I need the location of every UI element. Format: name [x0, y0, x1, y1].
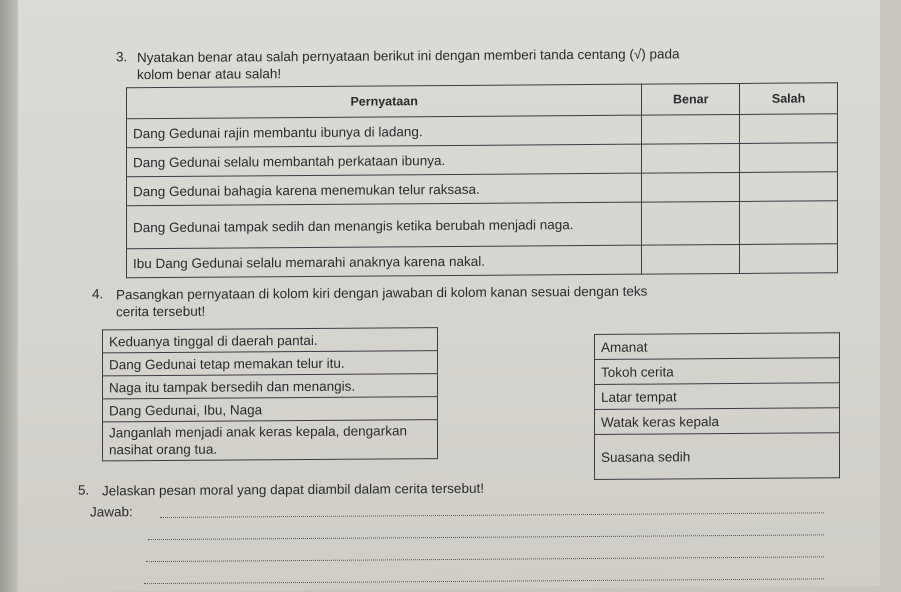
q3-number: 3. — [116, 49, 128, 65]
q4-instruction-line2: cerita tersebut! — [116, 303, 206, 320]
header-benar: Benar — [642, 83, 740, 115]
salah-checkbox-cell[interactable] — [740, 201, 838, 245]
q4-number: 4. — [92, 286, 104, 302]
q5-question: Jelaskan pesan moral yang dapat diambil dalam cerita tersebut! — [102, 480, 484, 499]
answer-label: Jawab: — [90, 504, 133, 520]
statement-cell: Dang Gedunai selalu membantah perkataan ibunya. — [127, 144, 642, 177]
right-answer[interactable]: Watak keras kepala — [595, 408, 840, 435]
right-answer[interactable]: Latar tempat — [595, 383, 840, 410]
left-statement[interactable]: Naga itu tampak bersedih dan menangis. — [103, 374, 438, 399]
salah-checkbox-cell[interactable] — [740, 244, 838, 274]
header-pernyataan: Pernyataan — [127, 84, 642, 119]
header-salah: Salah — [740, 83, 838, 115]
statement-cell: Dang Gedunai bahagia karena menemukan telur raksasa. — [127, 173, 642, 206]
matching-left-column — [102, 327, 438, 461]
matching-right-column — [594, 332, 840, 480]
salah-checkbox-cell[interactable] — [740, 143, 838, 173]
page-edge — [0, 0, 18, 592]
q5-number: 5. — [78, 482, 90, 498]
benar-checkbox-cell[interactable] — [642, 114, 740, 144]
benar-checkbox-cell[interactable] — [642, 201, 740, 245]
left-statement[interactable]: Dang Gedunai, Ibu, Naga — [103, 397, 438, 422]
right-answer[interactable]: Tokoh cerita — [595, 358, 840, 385]
table-header-row — [127, 83, 838, 119]
right-answer[interactable]: Amanat — [595, 333, 840, 360]
table-row — [127, 244, 838, 278]
answer-line[interactable] — [146, 556, 824, 562]
benar-checkbox-cell[interactable] — [642, 244, 740, 274]
left-statement[interactable]: Janganlah menjadi anak keras kepala, dengarkan nasihat orang tua. — [103, 420, 438, 461]
q3-instruction-line2: kolom benar atau salah! — [137, 66, 282, 83]
left-statement[interactable]: Dang Gedunai tetap memakan telur itu. — [103, 351, 438, 376]
statement-cell: Dang Gedunai tampak sedih dan menangis ketika berubah menjadi naga. — [127, 202, 642, 249]
benar-checkbox-cell[interactable] — [642, 172, 740, 202]
salah-checkbox-cell[interactable] — [740, 114, 838, 144]
answer-line[interactable] — [148, 534, 824, 540]
benar-checkbox-cell[interactable] — [642, 143, 740, 173]
statement-cell: Ibu Dang Gedunai selalu memarahi anaknya karena nakal. — [127, 245, 642, 278]
right-answer[interactable]: Suasana sedih — [595, 433, 840, 480]
q3-instruction-line1: Nyatakan benar atau salah pernyataan berikut ini dengan memberi tanda centang (√) pada — [137, 46, 680, 66]
answer-line[interactable] — [160, 512, 824, 518]
q4-instruction-line1: Pasangkan pernyataan di kolom kiri dengan jawaban di kolom kanan sesuai dengan teks — [116, 283, 648, 303]
left-statement[interactable]: Keduanya tinggal di daerah pantai. — [103, 328, 438, 353]
answer-line[interactable] — [144, 578, 824, 584]
statement-cell: Dang Gedunai rajin membantu ibunya di ladang. — [127, 115, 642, 148]
worksheet-page — [18, 0, 880, 592]
salah-checkbox-cell[interactable] — [740, 172, 838, 202]
true-false-table — [126, 82, 838, 278]
table-row — [127, 201, 838, 249]
